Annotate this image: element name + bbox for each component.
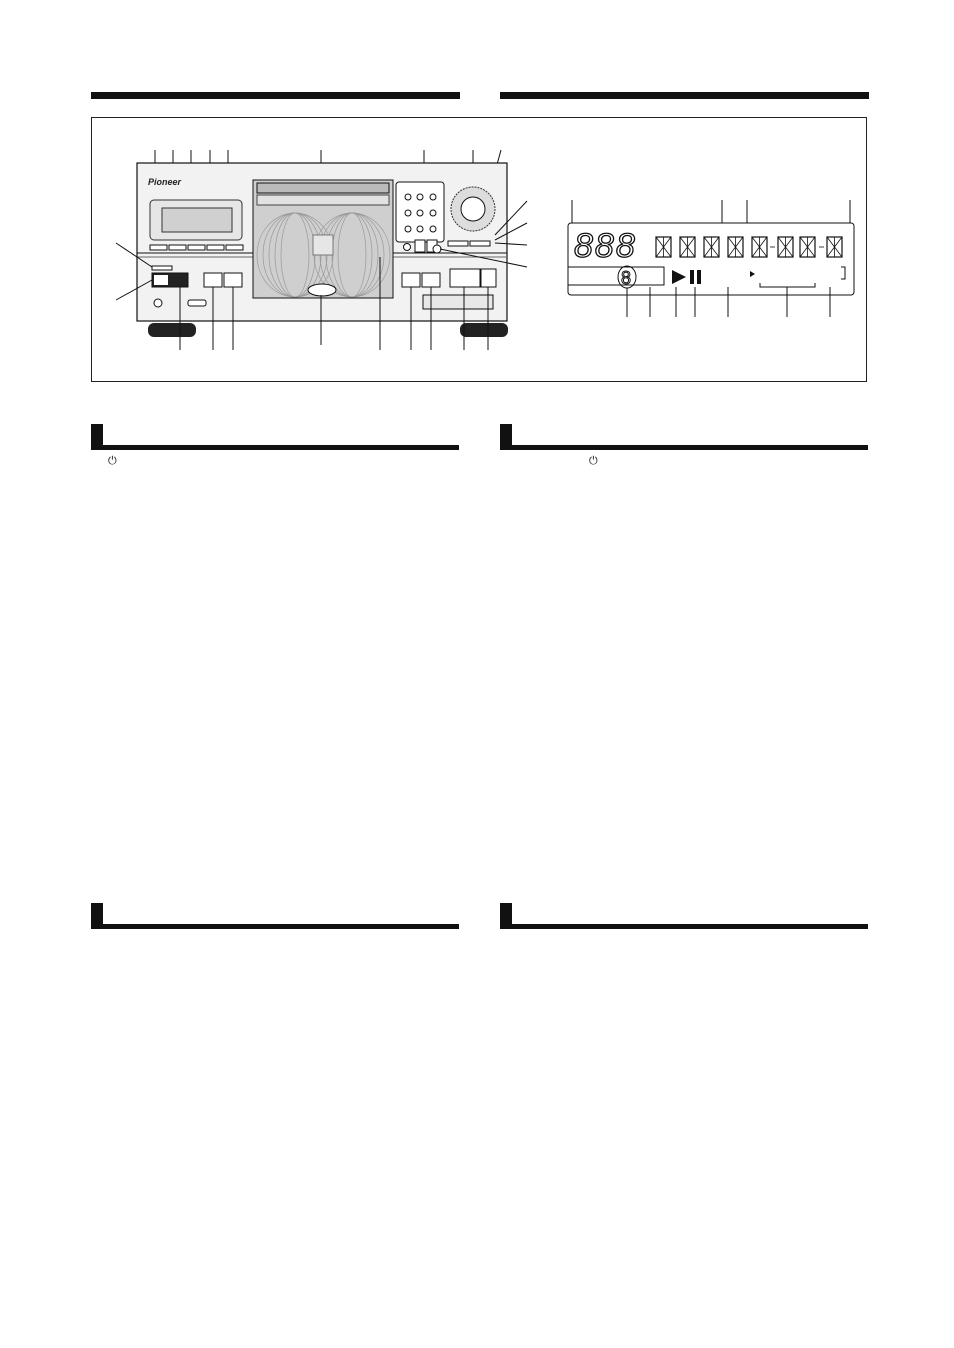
mode-button-3[interactable] xyxy=(188,245,205,250)
display-illustration xyxy=(560,195,860,320)
mode-button-5[interactable] xyxy=(226,245,243,250)
pause-button[interactable] xyxy=(481,269,496,287)
disc-button-right[interactable] xyxy=(224,273,242,287)
keypad-key[interactable] xyxy=(405,194,411,200)
power-icon: ⏻ xyxy=(589,454,598,467)
small-knob-button[interactable] xyxy=(433,245,441,253)
mode-button-1[interactable] xyxy=(150,245,167,250)
front-panel-illustration xyxy=(100,145,540,355)
small-digit: 8 xyxy=(621,268,632,288)
top-rule-left xyxy=(91,92,460,99)
brand-logo: Pioneer xyxy=(148,177,182,187)
keypad-keys xyxy=(405,194,436,232)
section-heading-front-panel xyxy=(91,424,459,450)
keypad-key[interactable] xyxy=(405,210,411,216)
transport-button-1[interactable] xyxy=(402,273,420,287)
play-button[interactable] xyxy=(450,269,480,287)
cd-slot xyxy=(423,295,493,309)
disc-button-left[interactable] xyxy=(204,273,222,287)
keypad-key[interactable] xyxy=(417,210,423,216)
tray-handle[interactable] xyxy=(308,284,336,296)
top-rule-right xyxy=(500,92,869,99)
left-foot xyxy=(148,323,196,337)
headphone-jack[interactable] xyxy=(154,299,162,307)
sensor-window xyxy=(188,300,206,306)
keypad-key[interactable] xyxy=(430,226,436,232)
right-foot xyxy=(460,323,508,337)
power-icon: ⏻ xyxy=(108,454,117,467)
jog-dial[interactable] xyxy=(461,197,485,221)
mode-button-4[interactable] xyxy=(207,245,224,250)
mode-button-2[interactable] xyxy=(169,245,186,250)
keypad-key[interactable] xyxy=(430,210,436,216)
keypad-key[interactable] xyxy=(405,226,411,232)
standby-indicator xyxy=(152,266,172,270)
section-heading-lower-right xyxy=(500,903,868,929)
section-heading-lower-left xyxy=(91,903,459,929)
segment-digits: 888 xyxy=(574,227,637,265)
keypad-key[interactable] xyxy=(417,226,423,232)
keypad-extra-button[interactable] xyxy=(404,244,411,251)
transport-button-2[interactable] xyxy=(422,273,440,287)
keypad-key[interactable] xyxy=(417,194,423,200)
keypad-key[interactable] xyxy=(430,194,436,200)
mode-buttons xyxy=(150,245,243,250)
section-heading-display xyxy=(500,424,868,450)
